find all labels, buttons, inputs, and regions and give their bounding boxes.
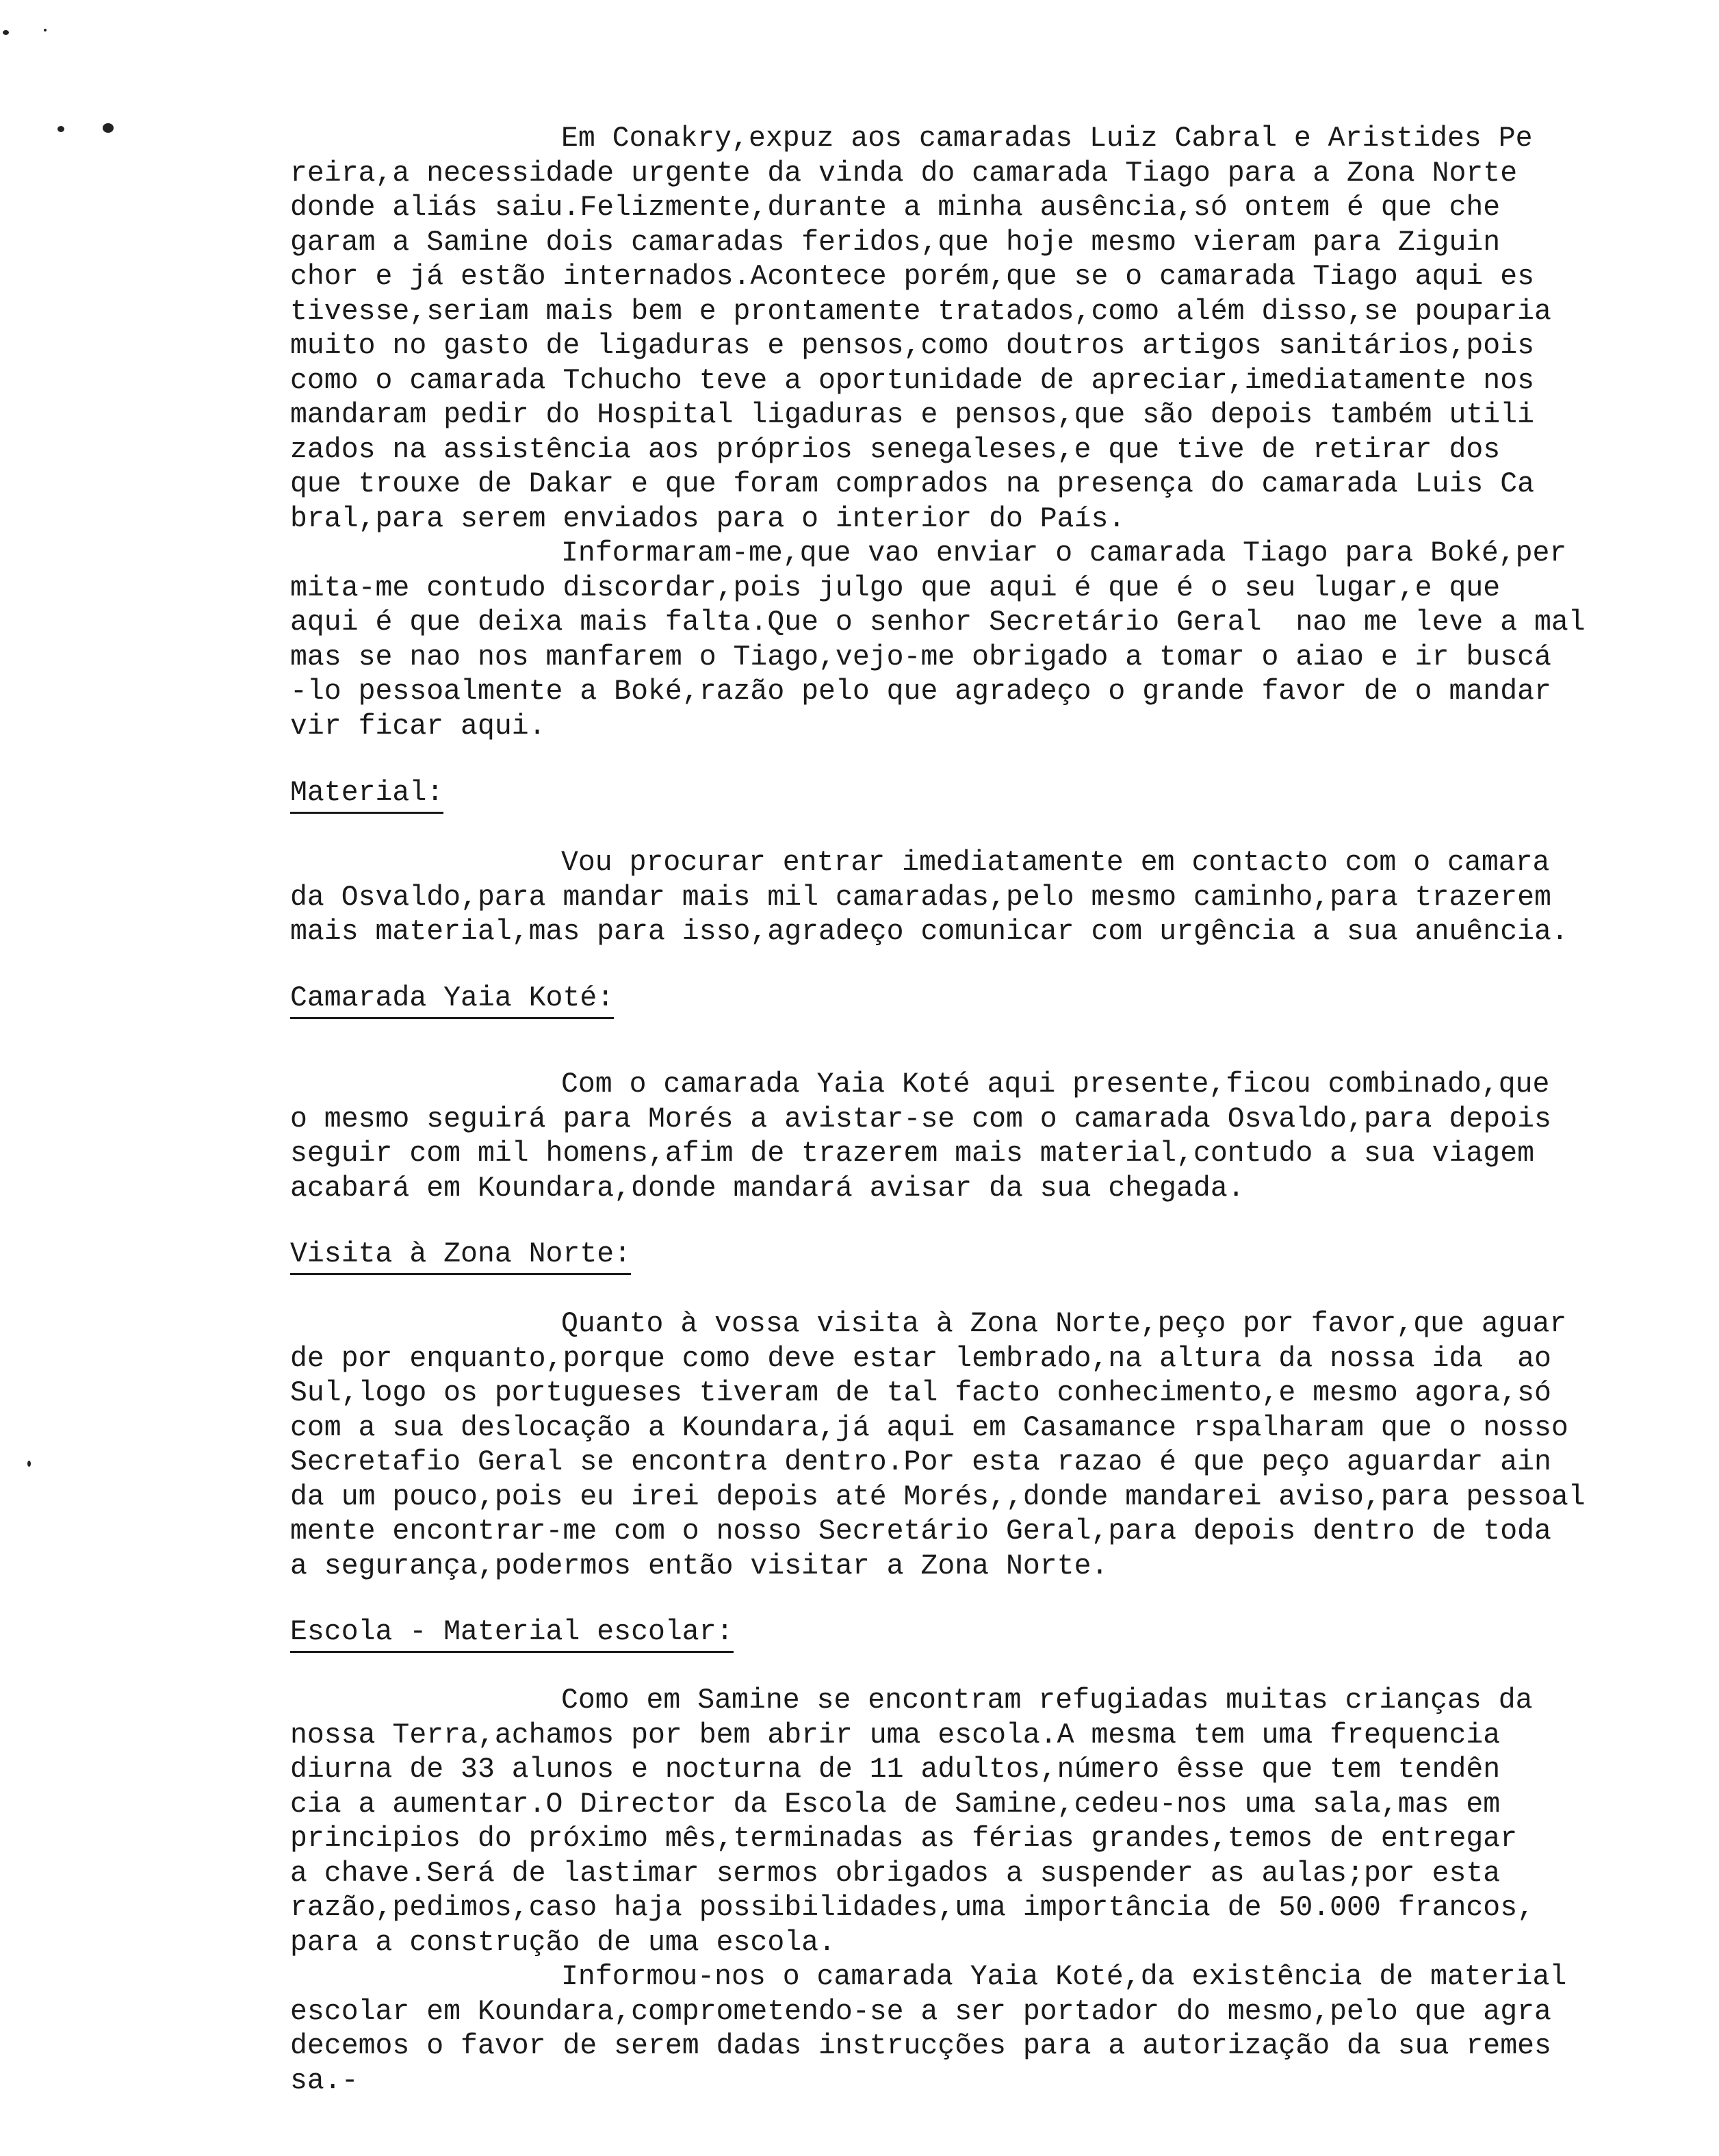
text-line: Como em Samine se encontram refugiadas muitas crianças da: [561, 1684, 1533, 1717]
text-line: Em Conakry,expuz aos camaradas Luiz Cabral e Aristides Pe: [561, 123, 1533, 155]
text-line: a chave.Será de lastimar sermos obrigados a suspender as aulas;por esta: [290, 1857, 1501, 1890]
text-line: bral,para serem enviados para o interior do País.: [290, 502, 1126, 535]
text-line: garam a Samine dois camaradas feridos,que hoje mesmo vieram para Ziguin: [290, 226, 1501, 259]
text-line: Quanto à vossa visita à Zona Norte,peço por favor,que aguar: [561, 1308, 1567, 1340]
text-line: mais material,mas para isso,agradeço comunicar com urgência a sua anuência.: [290, 916, 1568, 948]
paragraph-visita: [290, 1307, 1686, 1584]
paragraph-material: [290, 846, 1686, 950]
text-line: da Osvaldo,para mandar mais mil camaradas,pelo mesmo caminho,para trazerem: [290, 881, 1551, 914]
text-line: Sul,logo os portugueses tiveram de tal facto conhecimento,e mesmo agora,só: [290, 1377, 1551, 1409]
text-line: que trouxe de Dakar e que foram comprados na presença do camarada Luis Ca: [290, 468, 1534, 500]
text-line: Informaram-me,que vao enviar o camarada Tiago para Boké,per: [561, 537, 1567, 569]
text-line: muito no gasto de ligaduras e pensos,como doutros artigos sanitários,pois: [290, 330, 1534, 362]
text-line: razão,pedimos,caso haja possibilidades,uma importância de 50.000 francos,: [290, 1892, 1534, 1924]
text-line: chor e já estão internados.Acontece porém,que se o camarada Tiago aqui es: [290, 261, 1534, 293]
text-line: -lo pessoalmente a Boké,razão pelo que agradeço o grande favor de o mandar: [290, 676, 1551, 708]
text-line: mas se nao nos manfarem o Tiago,vejo-me obrigado a tomar o aiao e ir buscá: [290, 641, 1551, 673]
text-line: donde aliás saiu.Felizmente,durante a minha ausência,só ontem é que che: [290, 192, 1501, 224]
text-line: o mesmo seguirá para Morés a avistar-se com o camarada Osvaldo,para depois: [290, 1103, 1551, 1135]
text-line: reira,a necessidade urgente da vinda do camarada Tiago para a Zona Norte: [290, 157, 1518, 190]
text-line: acabará em Koundara,donde mandará avisar da sua chegada.: [290, 1172, 1245, 1205]
text-line: com a sua deslocação a Koundara,já aqui em Casamance rspalharam que o nosso: [290, 1411, 1568, 1444]
text-line: decemos o favor de serem dadas instrucções para a autorização da sua remes: [290, 2030, 1551, 2062]
text-line: seguir com mil homens,afim de trazerem mais material,contudo a sua viagem: [290, 1138, 1534, 1170]
paragraph-tiago-boke: [290, 537, 1686, 744]
text-line: a segurança,podermos então visitar a Zona Norte.: [290, 1550, 1109, 1582]
text-line: para a construção de uma escola.: [290, 1926, 836, 1959]
text-line: Informou-nos o camarada Yaia Koté,da existência de material: [561, 1961, 1567, 1993]
paragraph-material-escolar: [290, 1960, 1686, 2099]
scan-speck: [57, 126, 64, 132]
text-line: de por enquanto,porque como deve estar lembrado,na altura da nossa ida ao: [290, 1342, 1551, 1375]
text-line: aqui é que deixa mais falta.Que o senhor Secretário Geral nao me leve a mal: [290, 606, 1586, 639]
text-line: mita-me contudo discordar,pois julgo que aqui é que é o seu lugar,e que: [290, 572, 1501, 604]
text-line: principios do próximo mês,terminadas as férias grandes,temos de entregar: [290, 1823, 1518, 1855]
text-line: zados na assistência aos próprios senegaleses,e que tive de retirar dos: [290, 433, 1501, 466]
text-line: mandaram pedir do Hospital ligaduras e pensos,que são depois também utili: [290, 399, 1534, 431]
heading-yaia-kote: Camarada Yaia Koté:: [290, 981, 614, 1019]
scan-speck: [27, 1461, 31, 1467]
scan-speck: [44, 29, 47, 31]
text-line: tivesse,seriam mais bem e prontamente tratados,como além disso,se pouparia: [290, 295, 1551, 328]
heading-material: Material:: [290, 776, 443, 814]
text-line: cia a aumentar.O Director da Escola de Samine,cedeu-nos uma sala,mas em: [290, 1788, 1501, 1821]
heading-visita-zona-norte: Visita à Zona Norte:: [290, 1237, 631, 1275]
text-line: escolar em Koundara,comprometendo-se a ser portador do mesmo,pelo que agra: [290, 1995, 1551, 2028]
scan-speck: [3, 30, 9, 35]
text-line: Com o camarada Yaia Koté aqui presente,ficou combinado,que: [561, 1068, 1550, 1101]
text-line: diurna de 33 alunos e nocturna de 11 adultos,número êsse que tem tendên: [290, 1754, 1501, 1786]
text-line: da um pouco,pois eu irei depois até Morés,,donde mandarei aviso,para pessoal: [290, 1480, 1586, 1513]
text-line: nossa Terra,achamos por bem abrir uma escola.A mesma tem uma frequencia: [290, 1719, 1501, 1751]
heading-escola: Escola - Material escolar:: [290, 1615, 734, 1653]
text-line: sa.-: [290, 2064, 359, 2097]
text-line: mente encontrar-me com o nosso Secretário Geral,para depois dentro de toda: [290, 1515, 1551, 1548]
text-line: como o camarada Tchucho teve a oportunidade de apreciar,imediatamente nos: [290, 364, 1534, 397]
paragraph-escola: [290, 1684, 1686, 1960]
text-line: Secretafio Geral se encontra dentro.Por esta razao é que peço aguardar ain: [290, 1446, 1551, 1478]
scan-speck: [103, 123, 114, 133]
text-line: vir ficar aqui.: [290, 710, 546, 743]
paragraph-conakry: [290, 122, 1686, 537]
paragraph-yaia-kote: [290, 1068, 1686, 1206]
text-line: Vou procurar entrar imediatamente em contacto com o camara: [561, 847, 1550, 879]
